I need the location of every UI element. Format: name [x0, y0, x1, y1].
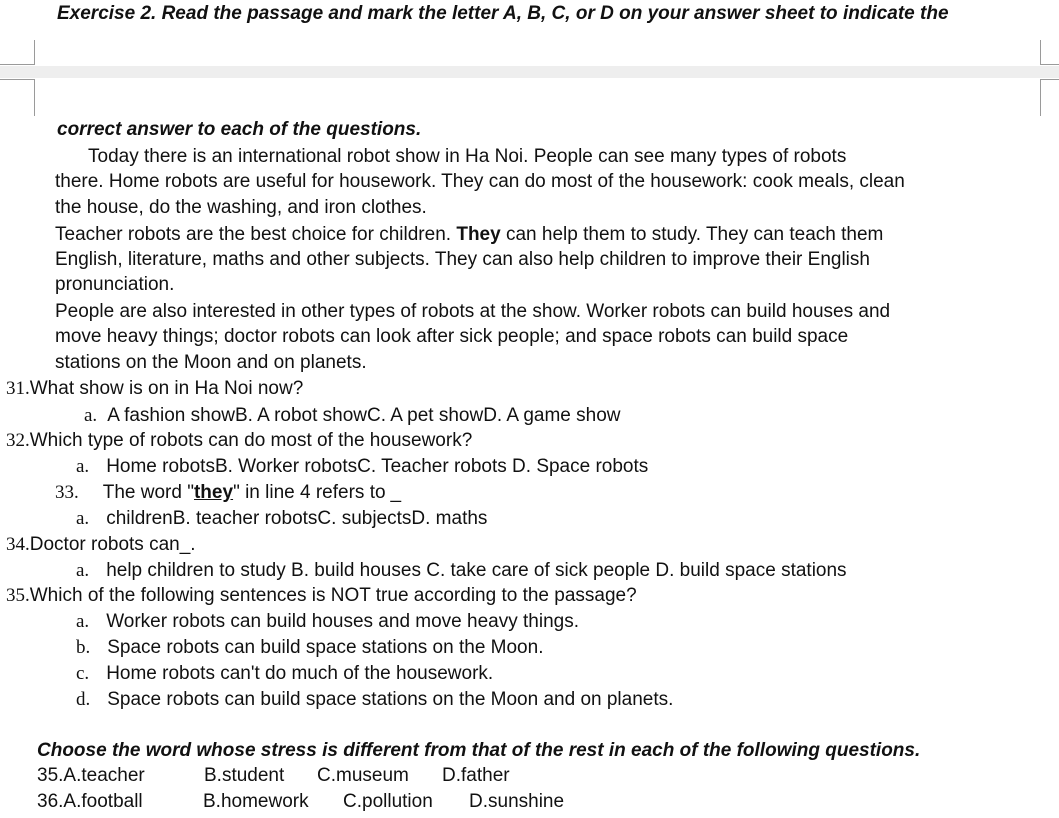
page-break-bar	[0, 66, 1059, 78]
question-35-number: 35.	[6, 585, 30, 606]
question-35-option-letter: b.	[76, 637, 91, 658]
passage-p2-line1	[55, 223, 883, 247]
question-33-blank: _	[390, 482, 402, 503]
passage-p2-text-a: Teacher robots are the best choice for children.	[55, 224, 457, 245]
question-32-options-text: Home robotsB. Worker robotsC. Teacher robots D. Space robots	[106, 456, 649, 477]
question-35-option-text: Home robots can't do much of the housework.	[106, 663, 494, 684]
passage-p1-line2: there. Home robots are useful for housework. They can do most of the housework: cook meals, clean	[55, 171, 905, 192]
stress-36-option-a: A.football	[63, 791, 143, 812]
passage-p1-line1: Today there is an international robot show in Ha Noi. People can see many types of robots	[88, 146, 847, 167]
stress-35-option-a: A.teacher	[63, 765, 145, 786]
passage-p3-line1: People are also interested in other types of robots at the show. Worker robots can build houses and	[55, 301, 891, 322]
question-31-options	[84, 404, 621, 428]
question-33	[55, 481, 401, 505]
page-corner-bottom-left	[0, 79, 35, 116]
stress-36-option-b: B.homework	[203, 791, 309, 812]
stress-question-36	[37, 790, 1037, 814]
question-32-stem: Which type of robots can do most of the housework?	[29, 430, 473, 451]
question-31-stem: What show is on in Ha Noi now?	[29, 378, 304, 399]
question-33-stem-b: " in line 4 refers to	[233, 482, 386, 503]
stress-instruction: Choose the word whose stress is different from that of the rest in each of the following questions.	[37, 740, 921, 761]
question-33-letter: a.	[76, 508, 90, 529]
question-31-number: 31.	[6, 378, 30, 399]
question-34-stem-end: .	[190, 534, 196, 555]
passage-p1-line3: the house, do the washing, and iron clothes.	[55, 197, 427, 218]
stress-36-option-d: D.sunshine	[469, 791, 565, 812]
question-32-number: 32.	[6, 430, 30, 451]
passage-p2-line2: English, literature, maths and other subjects. They can also help children to improve their English	[55, 249, 870, 270]
question-33-stem-a: The word "	[102, 482, 194, 503]
question-35-option-a	[76, 610, 579, 634]
question-35-option-text: Worker robots can build houses and move heavy things.	[106, 611, 579, 632]
question-34-number: 34.	[6, 534, 30, 555]
question-34-options-text: help children to study B. build houses C. take care of sick people D. build space stations	[106, 560, 847, 581]
question-33-number: 33.	[55, 482, 79, 503]
exercise-heading-line2: correct answer to each of the questions.	[57, 119, 422, 140]
passage-p3-line2: move heavy things; doctor robots can look after sick people; and space robots can build space	[55, 326, 849, 347]
question-32	[6, 429, 472, 453]
question-31	[6, 377, 303, 401]
stress-35-option-c: C.museum	[317, 765, 409, 786]
question-34-options	[76, 559, 847, 583]
question-31-options-text: A fashion showB. A robot showC. A pet showD. A game show	[107, 405, 621, 426]
passage-p3-line3: stations on the Moon and on planets.	[55, 352, 367, 373]
stress-35-option-b: B.student	[204, 765, 285, 786]
question-34-stem: Doctor robots can	[29, 534, 180, 555]
stress-35-option-d: D.father	[442, 765, 510, 786]
question-31-letter: a.	[84, 405, 98, 426]
page-corner-top-left	[0, 40, 35, 65]
question-35-option-d	[76, 688, 673, 712]
page-corner-bottom-right	[1040, 79, 1059, 116]
exercise-heading-line1: Exercise 2. Read the passage and mark the letter A, B, C, or D on your answer sheet to indicate the	[57, 3, 949, 24]
stress-question-35	[37, 764, 1037, 788]
question-33-options	[76, 507, 487, 531]
question-35-option-letter: a.	[76, 611, 90, 632]
stress-35-number: 35.	[37, 765, 64, 786]
passage-p2-line3: pronunciation.	[55, 274, 175, 295]
question-35-option-text: Space robots can build space stations on the Moon and on planets.	[107, 689, 674, 710]
stress-36-option-c: C.pollution	[343, 791, 433, 812]
question-33-keyword: they	[193, 482, 234, 503]
question-34	[6, 533, 196, 557]
question-35-option-c	[76, 662, 493, 686]
question-32-options	[76, 455, 648, 479]
question-32-letter: a.	[76, 456, 90, 477]
question-33-options-text: childrenB. teacher robotsC. subjectsD. maths	[106, 508, 488, 529]
question-35-option-b	[76, 636, 543, 660]
question-34-letter: a.	[76, 560, 90, 581]
question-35	[6, 584, 637, 608]
stress-36-number: 36.	[37, 791, 64, 812]
question-34-blank: _	[179, 534, 191, 555]
question-35-option-text: Space robots can build space stations on the Moon.	[107, 637, 544, 658]
question-35-stem: Which of the following sentences is NOT true according to the passage?	[29, 585, 637, 606]
page-corner-top-right	[1040, 40, 1059, 65]
passage-p2-text-b: can help them to study. They can teach them	[500, 224, 884, 245]
passage-keyword-they: They	[456, 224, 501, 245]
question-35-option-letter: d.	[76, 689, 91, 710]
question-35-option-letter: c.	[76, 663, 90, 684]
